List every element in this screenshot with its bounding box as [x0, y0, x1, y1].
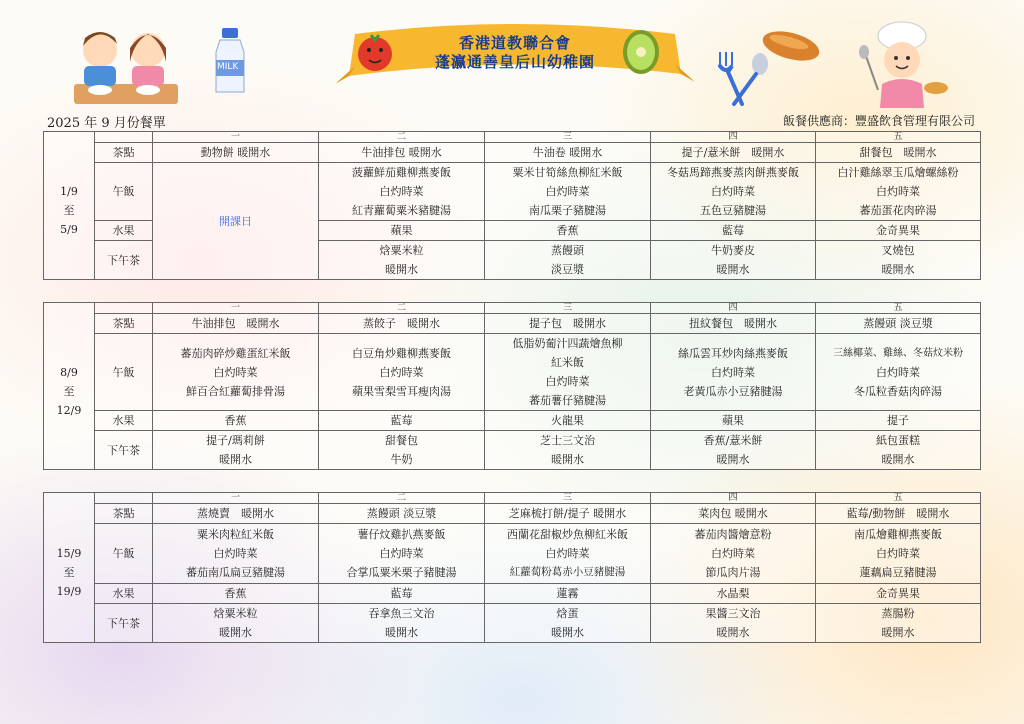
- meal-label-lunch: 午飯: [95, 334, 153, 411]
- fruit-cell: 藍莓: [319, 411, 485, 431]
- lunch-cell: [319, 524, 485, 584]
- fruit-cell: 香蕉: [153, 584, 319, 604]
- lunch-item: 五色豆豬腱湯: [700, 204, 766, 217]
- lunch-cell: [816, 334, 981, 411]
- day-header: 四: [651, 493, 816, 504]
- lunch-cell: [153, 524, 319, 584]
- lunch-row: [44, 334, 981, 411]
- fruit-cell: 金奇異果: [816, 221, 981, 241]
- lunch-cell: [816, 524, 981, 584]
- tea-item: 叉燒包: [881, 244, 915, 257]
- tea-cell: [485, 241, 651, 280]
- tea-item: 暖開水: [551, 453, 584, 466]
- lunch-item: 白灼時菜: [545, 185, 590, 198]
- lunch-item: 紅青蘿蔔粟米豬腱湯: [352, 204, 451, 217]
- lunch-item: 白豆角炒雞柳燕麥飯: [352, 346, 451, 360]
- snack-cell: 蒸餃子 暖開水: [319, 314, 485, 334]
- lunch-item: 蕃茄薯仔豬腱湯: [529, 394, 606, 407]
- date-end: 5/9: [60, 223, 78, 237]
- day-header-row: [44, 303, 981, 314]
- tea-item: 牛奶麥皮: [711, 244, 755, 257]
- day-header: 一: [153, 132, 319, 143]
- snack-cell: 蒸饅頭 淡豆漿: [319, 504, 485, 524]
- tea-item: 蒸腸粉: [881, 607, 915, 620]
- tea-cell: [319, 241, 485, 280]
- tea-row: [44, 431, 981, 470]
- tea-item: 淡豆漿: [551, 263, 584, 276]
- snack-cell: 菜肉包 暖開水: [651, 504, 816, 524]
- tea-item: 暖開水: [716, 263, 750, 276]
- corner-cell: [95, 493, 153, 504]
- lunch-item: 老黃瓜赤小豆豬腱湯: [683, 384, 783, 398]
- day-header-row: [44, 493, 981, 504]
- fruit-cell: 水晶梨: [651, 584, 816, 604]
- fruit-cell: 提子: [816, 411, 981, 431]
- lunch-item: 白灼時菜: [876, 185, 920, 198]
- corner-cell: [44, 493, 95, 504]
- snack-cell: 甜餐包 暖開水: [816, 143, 981, 163]
- menu-title: 2025 年 9 月份餐單: [47, 116, 166, 131]
- snack-cell: 牛油排包 暖開水: [153, 314, 319, 334]
- lunch-item: 白灼時菜: [213, 365, 258, 379]
- lunch-item: 菠蘿鮮茄雞柳燕麥飯: [352, 166, 451, 179]
- day-header: 五: [816, 493, 981, 504]
- snack-row: [44, 504, 981, 524]
- tea-cell: [651, 604, 816, 643]
- snack-row: [44, 143, 981, 163]
- lunch-item: 蕃茄肉碎炒雞蛋紅米飯: [180, 346, 291, 360]
- tea-item: 甜餐包: [385, 434, 418, 447]
- corner-cell: [44, 132, 95, 143]
- milk-label: MILK: [217, 62, 239, 72]
- lunch-item: 白灼時菜: [876, 547, 920, 560]
- lunch-item: 白灼時菜: [379, 547, 424, 560]
- tea-item: 焓蛋: [556, 607, 579, 620]
- tea-cell: [651, 241, 816, 280]
- date-start: 15/9: [56, 547, 82, 561]
- lunch-item: 絲瓜雲耳炒肉絲燕麥飯: [678, 346, 788, 360]
- lunch-item: 南瓜栗子豬腱湯: [529, 204, 606, 217]
- tea-cell: [485, 604, 651, 643]
- snack-cell: 動物餅 暖開水: [153, 143, 319, 163]
- lunch-item: 白灼時菜: [545, 547, 590, 560]
- week-date-range: [44, 143, 95, 280]
- lunch-item: 蕃茄肉醬燴意粉: [694, 528, 772, 541]
- school-name: 蓬瀛通善皇后山幼稚園: [434, 53, 595, 71]
- day-header: 三: [485, 303, 651, 314]
- tea-cell: [816, 241, 981, 280]
- fruit-cell: 香蕉: [153, 411, 319, 431]
- tea-item: 暖開水: [219, 626, 252, 639]
- meal-label-tea: 下午茶: [95, 431, 153, 470]
- lunch-item: 白灼時菜: [876, 365, 920, 379]
- lunch-row: [44, 163, 981, 221]
- date-end: 12/9: [56, 403, 82, 417]
- week-date-range: [44, 504, 95, 643]
- tea-item: 吞拿魚三文治: [368, 607, 435, 620]
- snack-row: [44, 314, 981, 334]
- day-header: 二: [319, 303, 485, 314]
- tea-item: 香蕉/薏米餅: [703, 434, 763, 447]
- fruit-cell: 蓮霧: [485, 584, 651, 604]
- lunch-item: 薯仔炆雞扒燕麥飯: [357, 528, 446, 541]
- lunch-item: 白灼時菜: [545, 375, 590, 388]
- lunch-cell: [651, 334, 816, 411]
- day-header: 二: [319, 493, 485, 504]
- lunch-item: 蕃茄南瓜扁豆豬腱湯: [186, 566, 285, 579]
- lunch-item: 白灼時菜: [379, 185, 424, 198]
- milk-bottle-illustration: [210, 26, 250, 96]
- meal-label-snack: 茶點: [95, 314, 153, 334]
- lunch-item: 西蘭花甜椒炒魚柳紅米飯: [507, 528, 628, 541]
- lunch-item: 粟米甘筍絲魚柳紅米飯: [512, 166, 623, 179]
- lunch-item: 合掌瓜粟米栗子豬腱湯: [346, 566, 457, 579]
- tea-item: 暖開水: [385, 263, 418, 276]
- tea-cell: [816, 431, 981, 470]
- lunch-item: 南瓜燴雞柳燕麥飯: [854, 528, 942, 541]
- lunch-cell: [651, 524, 816, 584]
- fruit-cell: 香蕉: [485, 221, 651, 241]
- week-1-table: [43, 131, 981, 280]
- tea-row: [44, 604, 981, 643]
- tea-item: 果醬三文治: [705, 607, 761, 620]
- snack-cell: 扭紋餐包 暖開水: [651, 314, 816, 334]
- meal-label-lunch: 午飯: [95, 524, 153, 584]
- children-eating-illustration: [70, 18, 182, 108]
- week-3-table: [43, 492, 981, 643]
- fruit-cell: 蘋果: [319, 221, 485, 241]
- snack-cell: 蒸饅頭 淡豆漿: [816, 314, 981, 334]
- date-separator: 至: [63, 204, 75, 218]
- meal-label-snack: 茶點: [95, 143, 153, 163]
- lunch-item: 節瓜肉片湯: [705, 566, 761, 579]
- corner-cell: [44, 303, 95, 314]
- lunch-cell: [319, 334, 485, 411]
- lunch-item: 白灼時菜: [711, 547, 755, 560]
- corner-cell: [95, 132, 153, 143]
- fruit-cell: 火龍果: [485, 411, 651, 431]
- fruit-cell: 藍莓: [651, 221, 816, 241]
- lunch-item: 冬菇馬蹄燕麥蒸肉餅燕麥飯: [667, 166, 799, 179]
- day-header: 四: [651, 303, 816, 314]
- meal-label-tea: 下午茶: [95, 604, 153, 643]
- title-banner: [335, 20, 695, 102]
- fruit-cell: 蘋果: [651, 411, 816, 431]
- meal-label-fruit: 水果: [95, 221, 153, 241]
- tea-item: 暖開水: [716, 453, 750, 466]
- lunch-item: 蕃茄蛋花肉碎湯: [859, 204, 937, 217]
- lunch-item: 紅米飯: [551, 356, 584, 369]
- meal-label-snack: 茶點: [95, 504, 153, 524]
- snack-cell: 牛油排包 暖開水: [319, 143, 485, 163]
- day-header-row: [44, 132, 981, 143]
- date-separator: 至: [63, 384, 75, 398]
- day-header: 三: [485, 132, 651, 143]
- lunch-cell: [485, 163, 651, 221]
- tea-item: 暖開水: [716, 626, 750, 639]
- fruit-row: [44, 411, 981, 431]
- lunch-item: 冬瓜粒香菇肉碎湯: [854, 384, 942, 398]
- tea-item: 暖開水: [881, 453, 915, 466]
- chef-illustration: [852, 18, 952, 110]
- snack-cell: 藍莓/動物餅 暖開水: [816, 504, 981, 524]
- meal-label-fruit: 水果: [95, 411, 153, 431]
- day-header: 三: [485, 493, 651, 504]
- lunch-row: [44, 524, 981, 584]
- meal-label-tea: 下午茶: [95, 241, 153, 280]
- week-2-table: [43, 302, 981, 470]
- tea-item: 焓粟米粒: [213, 607, 258, 620]
- lunch-cell: [651, 163, 816, 221]
- meal-label-lunch: 午飯: [95, 163, 153, 221]
- fruit-cell: 金奇異果: [816, 584, 981, 604]
- tea-item: 暖開水: [551, 626, 584, 639]
- day-header: 五: [816, 303, 981, 314]
- snack-cell: 提子/薏米餅 暖開水: [651, 143, 816, 163]
- tea-item: 暖開水: [385, 626, 418, 639]
- day-header: 一: [153, 303, 319, 314]
- snack-cell: 芝麻梳打餅/提子 暖開水: [485, 504, 651, 524]
- week-date-range: [44, 314, 95, 470]
- tea-cell: [153, 604, 319, 643]
- day-header: 五: [816, 132, 981, 143]
- tea-cell: [319, 431, 485, 470]
- lunch-item: 鮮百合紅蘿蔔排骨湯: [186, 384, 285, 398]
- lunch-item: 白灼時菜: [213, 547, 258, 560]
- date-start: 1/9: [60, 185, 78, 199]
- lunch-cell: [153, 334, 319, 411]
- tea-item: 提子/瑪莉餅: [206, 434, 265, 447]
- date-separator: 至: [63, 566, 75, 580]
- lunch-item: 白灼時菜: [711, 365, 755, 379]
- tea-item: 牛奶: [390, 453, 413, 466]
- tea-cell: [651, 431, 816, 470]
- tea-cell: [816, 604, 981, 643]
- lunch-cell: [319, 163, 485, 221]
- lunch-item: 低脂奶葡汁四蔬燴魚柳: [512, 337, 623, 350]
- lunch-item: 白灼時菜: [711, 185, 755, 198]
- lunch-item: 粟米肉粒紅米飯: [197, 528, 274, 541]
- date-start: 8/9: [60, 365, 78, 379]
- day-header: 一: [153, 493, 319, 504]
- org-name: 香港道教聯合會: [458, 34, 571, 52]
- lunch-cell: [485, 334, 651, 411]
- day-header: 二: [319, 132, 485, 143]
- lunch-item: 紅蘿蔔粉葛赤小豆豬腱湯: [509, 566, 626, 578]
- lunch-item: 蓮藕扁豆豬腱湯: [859, 566, 937, 579]
- lunch-item: 白灼時菜: [379, 365, 424, 379]
- date-end: 19/9: [56, 585, 82, 599]
- supplier-name: 飯餐供應商：豐盛飲食管理有限公司: [782, 114, 975, 128]
- tea-item: 紙包蛋糕: [876, 434, 920, 447]
- lunch-item: 白汁雞絲翠玉瓜燴螺絲粉: [837, 166, 959, 179]
- snack-cell: 提子包 暖開水: [485, 314, 651, 334]
- opening-day-note: 開課日: [153, 163, 319, 280]
- tea-item: 暖開水: [881, 626, 915, 639]
- snack-cell: 蒸燒賣 暖開水: [153, 504, 319, 524]
- corner-cell: [95, 303, 153, 314]
- tea-cell: [485, 431, 651, 470]
- snack-cell: 牛油卷 暖開水: [485, 143, 651, 163]
- fruit-cell: 藍莓: [319, 584, 485, 604]
- bread-roll-illustration: [760, 28, 822, 64]
- lunch-item: 蘋果雪梨雪耳瘦肉湯: [352, 384, 451, 398]
- tea-item: 暖開水: [219, 453, 252, 466]
- meal-label-fruit: 水果: [95, 584, 153, 604]
- day-header: 四: [651, 132, 816, 143]
- tea-item: 焓粟米粒: [379, 244, 424, 257]
- lunch-item: 三絲椰菜、雞絲、冬菇炆米粉: [833, 347, 963, 359]
- lunch-cell: [816, 163, 981, 221]
- tea-cell: [319, 604, 485, 643]
- tea-item: 芝士三文治: [540, 434, 595, 447]
- tea-item: 蒸饅頭: [551, 244, 584, 257]
- tea-cell: [153, 431, 319, 470]
- fruit-row: [44, 584, 981, 604]
- tea-item: 暖開水: [881, 263, 915, 276]
- lunch-cell: [485, 524, 651, 584]
